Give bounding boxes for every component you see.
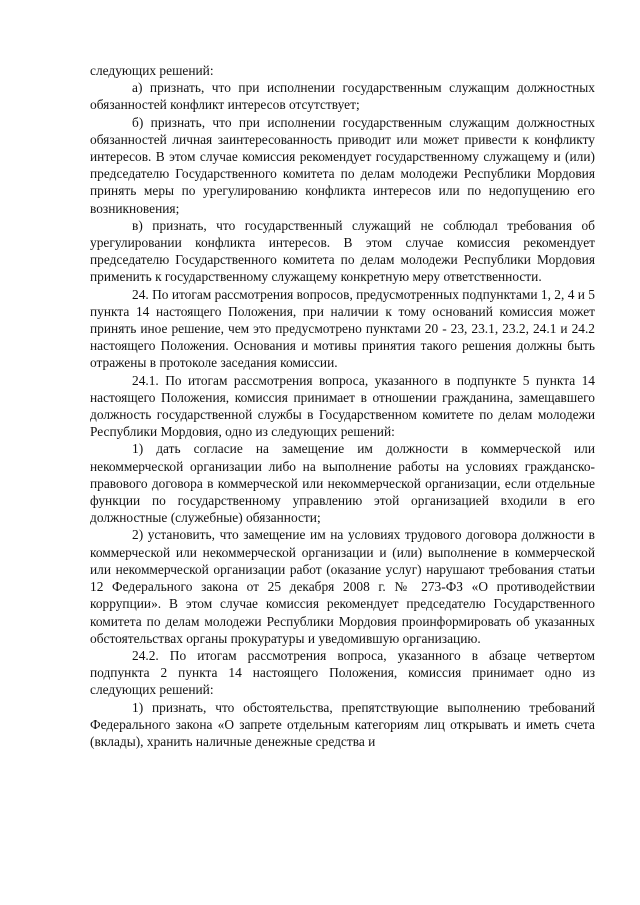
paragraph-decision-a: а) признать, что при исполнении государственным служащим должностных обязанностей конфликт интересов отсутствует; [90, 80, 595, 113]
paragraph-item-24-2: 24.2. По итогам рассмотрения вопроса, указанного в абзаце четвертом подпункта 2 пункта 14 настоящего Положения, комиссия принимает одно из следующих решений: [90, 647, 595, 698]
paragraph-item-24: 24. По итогам рассмотрения вопросов, предусмотренных подпунктами 1, 2, 4 и 5 пункта 14 настоящего Положения, при наличии к тому оснований комиссия может принять иное решение, чем это предусмотрено пунктами 20 - 23, 23.1, 23.2, 24.1 и 24.2 настоящего Положения. Основания и мотивы принятия такого решения должны быть отражены в протоколе заседания комиссии. [90, 286, 595, 371]
paragraph-item-24-1-decision-1: 1) дать согласие на замещение им должности в коммерческой или некоммерческой организации либо на выполнение работы на условиях гражданско-правового договора в коммерческой или некоммерческой организации, если отдельные функции по государственному управлению этой организацией входили в его должностные (служебные) обязанности; [90, 441, 595, 526]
paragraph-decision-v: в) признать, что государственный служащий не соблюдал требования об урегулировании конфликта интересов. В этом случае комиссия рекомендует председателю Государственного комитета по делам молодежи Республики Мордовия применить к государственному служащему конкретную меру ответственности. [90, 217, 595, 285]
paragraph-continuation: следующих решений: [90, 63, 214, 78]
paragraph-decision-b: б) признать, что при исполнении государственным служащим должностных обязанностей личная заинтересованность приводит или может привести к конфликту интересов. В этом случае комиссия рекомендует государственному служащему и (или) председателю Государственного комитета по делам молодежи Республики Мордовия принять меры по урегулированию конфликта интересов или по недопущению его возникновения; [90, 114, 595, 216]
paragraph-item-24-1-decision-2: 2) установить, что замещение им на условиях трудового договора должности в коммерческой или некоммерческой организации и (или) выполнение в коммерческой или некоммерческой организации работ (оказание услуг) нарушают требования статьи 12 Федерального закона от 25 декабря 2008 г. № 273-ФЗ «О противодействии коррупции». В этом случае комиссия рекомендует председателю Государственного комитета по делам молодежи Республики Мордовия проинформировать об указанных обстоятельствах органы прокуратуры и уведомившую организацию. [90, 527, 595, 646]
paragraph-item-24-1: 24.1. По итогам рассмотрения вопроса, указанного в подпункте 5 пункта 14 настоящего Положения, комиссия принимает в отношении гражданина, замещавшего должность государственной службы в Государственном комитете по делам молодежи Республики Мордовия, одно из следующих решений: [90, 372, 595, 440]
document-page [90, 62, 595, 750]
paragraph-item-24-2-decision-1: 1) признать, что обстоятельства, препятствующие выполнению требований Федерального закона «О запрете отдельным категориям лиц открывать и иметь счета (вклады), хранить наличные денежные средства и [90, 699, 595, 749]
